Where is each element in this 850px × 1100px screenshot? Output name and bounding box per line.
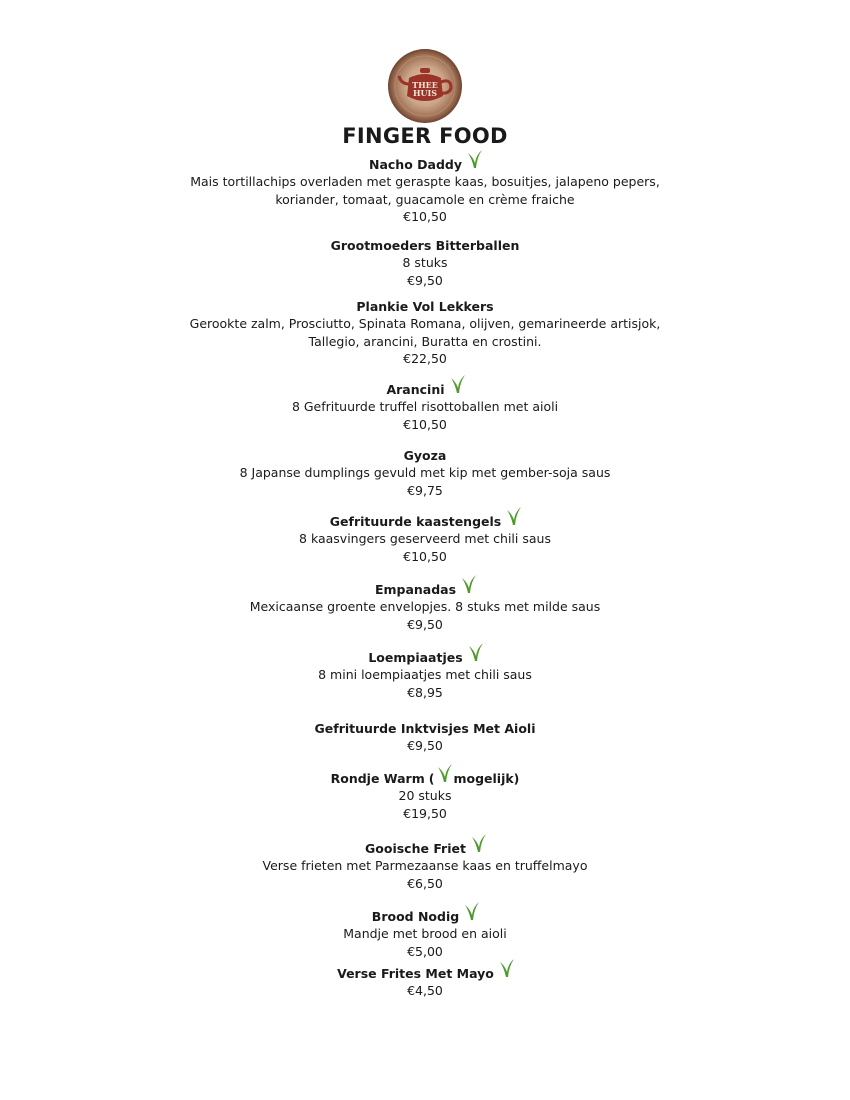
menu-item-price: €9,50 [407,616,443,632]
menu-item [150,840,700,892]
menu-item-name [150,770,700,787]
menu-item [150,447,700,499]
menu-item-description: 20 stuks [398,788,452,803]
menu-item-description: Gerookte zalm, Prosciutto, Spinata Romana, olijven, gemarineerde artisjok, [189,316,661,331]
menu-item [150,298,700,368]
menu-item-name [150,720,700,737]
vegetarian-icon [506,506,522,526]
menu-item-price: €10,50 [403,416,447,432]
menu-item-price: €10,50 [403,548,447,564]
vegetarian-icon [450,374,466,394]
menu-item-name [150,513,700,530]
menu-item-title: Grootmoeders Bitterballen [330,238,520,253]
menu-item-name [150,447,700,464]
menu-item-description: 8 Gefrituurde truffel risottoballen met aioli [291,399,559,414]
logo-text-line2: HUIS [412,88,438,98]
menu-item-suffix-open: ( [428,771,435,786]
menu-item-description: koriander, tomaat, guacamole en crème fraiche [275,191,575,207]
menu-item-price: €6,50 [407,875,443,891]
menu-item-title: Gefrituurde Inktvisjes Met Aioli [314,721,536,736]
menu-item-title: Rondje Warm [330,771,425,786]
vegetarian-icon [461,574,477,594]
menu-item-name [150,649,700,666]
menu-item-price: €5,00 [407,943,443,959]
menu-item [150,156,700,226]
menu-item-title: Verse Frites Met Mayo [337,966,494,981]
menu-item-description: Mais tortillachips overladen met geraspte kaas, bosuitjes, jalapeno pepers, [190,174,660,189]
menu-item-price: €4,50 [407,983,443,998]
menu-item-price: €8,95 [407,684,443,700]
menu-item-description: 8 Japanse dumplings gevuld met kip met gember-soja saus [239,465,611,480]
menu-item [150,649,700,701]
menu-item [150,908,700,960]
menu-item-price: €9,50 [407,272,443,288]
menu-item-description: Mexicaanse groente envelopjes. 8 stuks met milde saus [249,599,601,614]
menu-item-title: Arancini [386,382,445,397]
menu-item-price: €19,50 [403,805,447,821]
menu-item-description: Tallegio, arancini, Buratta en crostini. [308,333,542,349]
menu-item [150,381,700,433]
menu-item-title: Brood Nodig [371,909,460,924]
logo-text-line1: THEE [412,80,438,90]
vegetarian-icon [468,642,484,662]
menu-item-name [150,581,700,598]
vegetarian-icon [471,833,487,853]
menu-item-description: 8 mini loempiaatjes met chili saus [318,667,532,682]
menu-item-title: Empanadas [374,582,457,597]
menu-item-title: Gyoza [403,448,447,463]
menu-item-name [150,965,700,982]
menu-item-price: €22,50 [403,351,447,366]
menu-item-price: €9,50 [407,738,443,753]
vegetarian-icon [464,901,480,921]
menu-item-name [150,237,700,254]
menu-item [150,237,700,289]
menu-item-title: Gooische Friet [365,841,466,856]
menu-item-name [150,298,700,315]
vegetarian-icon [499,958,515,978]
menu-item-description: 8 stuks [402,255,448,270]
menu-item-description: Verse frieten met Parmezaanse kaas en truffelmayo [262,858,588,873]
menu-item [150,581,700,633]
menu-item-price: €9,75 [407,482,443,498]
theehuis-logo [387,48,463,124]
menu-item-name [150,840,700,857]
menu-item-name [150,156,700,173]
menu-item-title: Loempiaatjes [368,650,463,665]
menu-item-description: Mandje met brood en aioli [343,926,507,941]
menu-item-name [150,381,700,398]
menu-item-title: Nacho Daddy [369,157,462,172]
menu-item-description: 8 kaasvingers geserveerd met chili saus [299,531,551,546]
page-title: FINGER FOOD [342,124,508,148]
vegetarian-icon [437,763,453,783]
vegetarian-icon [467,149,483,169]
menu-item-name [150,908,700,925]
menu-item [150,965,700,1000]
menu-item-title: Gefrituurde kaastengels [329,514,502,529]
menu-item-suffix-text: mogelijk) [453,771,520,786]
menu-item-price: €10,50 [403,209,447,224]
menu-item [150,513,700,565]
menu-item [150,720,700,755]
menu-item-title: Plankie Vol Lekkers [356,299,494,314]
menu-item [150,770,700,822]
